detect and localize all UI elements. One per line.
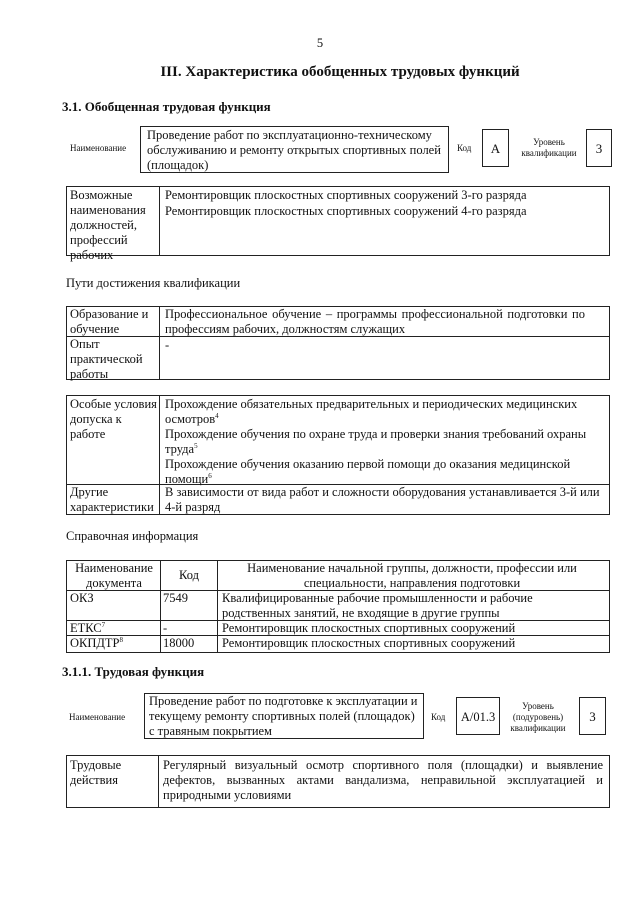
gtf-name-box	[140, 126, 449, 173]
tf-code-label: Код	[431, 712, 446, 722]
conditions-table	[66, 395, 610, 515]
tf-name-label: Наименование	[69, 712, 126, 722]
condition-item: Прохождение обязательных предварительных и периодических медицинских осмотров$^4$	[165, 397, 578, 426]
reference-doc: ОКЗ	[70, 591, 94, 605]
reference-header: Наименование начальной группы, должности, профессии или специальности, направления подготовки	[247, 561, 577, 590]
reference-header: Наименование документа	[75, 561, 153, 590]
education-label: Образование и обучение	[70, 307, 149, 336]
experience-value: -	[165, 338, 170, 352]
gtf-name-label: Наименование	[70, 143, 127, 153]
tf-level-value: 3	[579, 697, 606, 735]
condition-item: Прохождение обучения по охране труда и проверки знания требований охраны труда$^5$	[165, 427, 587, 456]
gtf-code-value: А	[482, 129, 509, 167]
actions-value: Регулярный визуальный осмотр спортивного поля (площадки) и выявление дефектов, вызванных актами вандализма, неправильной эксплуатацией и природными условиями	[163, 758, 603, 802]
reference-doc: ЕТКС$^7$	[70, 620, 106, 635]
tf-code-value: А/01.3	[456, 697, 500, 735]
gtf-heading: 3.1. Обобщенная трудовая функция	[62, 99, 271, 114]
reference-name: Квалифицированные рабочие промышленности и рабочие родственных занятий, не входящие в другие группы	[222, 591, 533, 620]
position-item: Ремонтировщик плоскостных спортивных сооружений 4-го разряда	[165, 204, 527, 218]
section-title: III. Характеристика обобщенных трудовых функций	[160, 64, 520, 80]
reference-code: 18000	[163, 636, 195, 650]
tf-name-box	[144, 693, 424, 739]
actions-table	[66, 755, 610, 808]
position-item: Ремонтировщик плоскостных спортивных сооружений 3-го разряда	[165, 188, 527, 202]
experience-label: Опыт практической работы	[70, 337, 143, 381]
education-value: Профессиональное обучение – программы профессиональной подготовки по профессиям рабочих, должностям служащих	[165, 307, 585, 336]
other-label: Другие характеристики	[70, 485, 154, 514]
positions-label: Возможные наименования должностей, профессий рабочих	[70, 188, 146, 262]
reference-header: Код	[179, 568, 199, 582]
condition-item: Прохождение обучения оказанию первой помощи до оказания медицинской помощи$^6$	[165, 457, 571, 486]
paths-heading: Пути достижения квалификации	[66, 276, 241, 290]
gtf-level-label: Уровень квалификации	[521, 137, 577, 158]
reference-doc: ОКПДТР$^8$	[70, 635, 124, 650]
gtf-level-value: 3	[586, 129, 612, 167]
reference-name: Ремонтировщик плоскостных спортивных сооружений	[222, 621, 516, 635]
page-number: 5	[316, 36, 324, 50]
tf-name-value: Проведение работ по подготовке к эксплуатации и текущему ремонту спортивных полей (площадок) с травяным покрытием	[149, 694, 418, 738]
gtf-code-label: Код	[457, 143, 472, 153]
reference-name: Ремонтировщик плоскостных спортивных сооружений	[222, 636, 516, 650]
actions-label: Трудовые действия	[70, 758, 122, 787]
tf-heading: 3.1.1. Трудовая функция	[62, 664, 205, 679]
conditions-label: Особые условия допуска к работе	[70, 397, 157, 441]
reference-code: 7549	[163, 591, 188, 605]
reference-heading: Справочная информация	[66, 529, 199, 543]
positions-table	[66, 186, 610, 262]
gtf-name-value: Проведение работ по эксплуатационно-техническому обслуживанию и ремонту открытых спортивных полей (площадок)	[147, 128, 441, 172]
tf-level-label: Уровень (подуровень) квалификации	[510, 701, 566, 733]
reference-table	[66, 560, 610, 653]
paths-table	[66, 306, 610, 380]
other-value: В зависимости от вида работ и сложности оборудования устанавливается 3-й или 4-й разряд	[165, 485, 600, 514]
reference-code: -	[163, 621, 168, 635]
